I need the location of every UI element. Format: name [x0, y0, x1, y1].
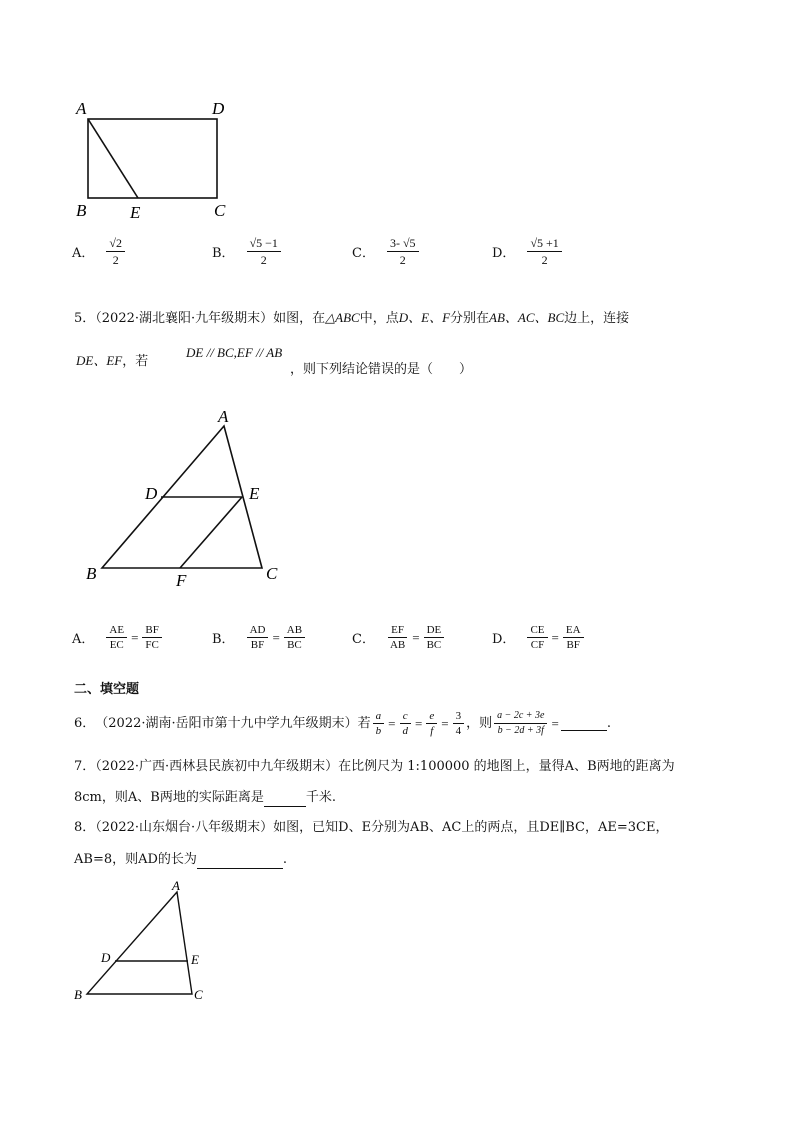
equals-sign: = [551, 629, 559, 645]
fraction-denominator: BC [426, 639, 442, 651]
fraction-numerator: a [373, 710, 385, 724]
fraction-denominator: BF [566, 639, 580, 651]
option-letter: B． [212, 632, 235, 647]
q5-text: 边上，连接 [564, 311, 630, 326]
label-f: F [176, 571, 187, 590]
fraction-denominator: b [375, 725, 382, 737]
fraction-denominator: CF [530, 639, 545, 651]
fraction-numerator: AD [247, 624, 269, 638]
fraction-numerator: AE [106, 624, 127, 638]
q5-text: 分别在 [450, 311, 490, 326]
fraction-numerator: EA [563, 624, 584, 638]
fraction-denominator: 2 [541, 253, 548, 267]
fraction-denominator: b − 2d + 3f [497, 725, 544, 736]
equals-sign: = [415, 715, 423, 731]
label-c: C [214, 201, 226, 220]
q5-segments: DE、EF [76, 353, 123, 368]
question-number: 7． [74, 759, 96, 774]
equals-sign: = [272, 629, 280, 645]
fraction-denominator: BF [250, 639, 265, 651]
question-source: （2022·湖南·岳阳市第十九中学九年级期末） [95, 715, 358, 731]
label-e: E [249, 484, 260, 503]
fraction-denominator: 2 [260, 253, 267, 267]
label-e: E [191, 952, 199, 967]
fraction-denominator: 4 [455, 725, 462, 737]
fraction-numerator: DE [424, 624, 445, 638]
label-c: C [194, 987, 203, 1002]
fraction-denominator: f [430, 725, 434, 737]
label-b: B [76, 201, 87, 220]
label-e: E [130, 203, 141, 222]
q8-text: AB=8，则AD的长为 [74, 852, 197, 867]
q5-triangle: △ABC [325, 310, 360, 325]
fraction-numerator: e [426, 710, 437, 724]
q5-text: 如图，在 [273, 311, 326, 326]
question-number: 6． [74, 715, 96, 731]
fraction-numerator: √5 +1 [527, 236, 561, 252]
fraction-denominator: AB [389, 639, 406, 651]
fraction-numerator: 3 [453, 710, 465, 724]
question-source: （2022·广西·西林县民族初中九年级期末） [95, 759, 339, 774]
option-letter: C． [352, 632, 375, 647]
fraction-numerator: √5 −1 [247, 236, 281, 252]
fraction-denominator: 2 [112, 253, 119, 267]
label-a: A [76, 99, 87, 118]
label-d: D [145, 484, 158, 503]
fraction-denominator: EC [109, 639, 124, 651]
fraction-denominator: FC [145, 639, 159, 651]
fraction-numerator: 3- √5 [387, 236, 419, 252]
label-b: B [74, 987, 82, 1002]
option-letter: D． [492, 246, 516, 261]
equals-sign: = [551, 715, 559, 731]
option-letter: A． [72, 632, 95, 647]
label-c: C [266, 564, 278, 583]
q8-end: . [282, 852, 288, 867]
option-letter: A． [72, 246, 95, 261]
option-letter: B． [212, 246, 235, 261]
q6-text: ，则 [466, 715, 493, 731]
q7-text: 在比例尺为 1:100000 的地图上，量得A、B两地的距离为 [338, 759, 675, 774]
triangle-abc [87, 892, 192, 994]
fraction-numerator: AB [284, 624, 305, 638]
fraction-numerator: c [400, 710, 411, 724]
label-b: B [86, 564, 97, 583]
fraction-numerator: √2 [106, 236, 125, 252]
q8-text: 如图，已知D、E分别为AB、AC上的两点，且DE∥BC，AE=3CE， [273, 820, 669, 835]
q7-text: 8cm，则A、B两地的实际距离是 [74, 790, 264, 805]
q5-text: ，若 [122, 354, 149, 369]
q5-condition: DE // BC,EF // AB [186, 345, 283, 360]
fraction-denominator: d [402, 725, 408, 737]
fraction-numerator: EF [388, 624, 407, 638]
q6-end: . [606, 715, 611, 731]
fraction-numerator: a − 2c + 3e [494, 710, 547, 724]
q5-text: 中，点 [359, 311, 399, 326]
label-a: A [218, 407, 229, 426]
fraction-denominator: 2 [399, 253, 406, 267]
equals-sign: = [388, 715, 396, 731]
option-letter: C． [352, 246, 375, 261]
q7-text: 千米. [305, 790, 336, 805]
label-d: D [101, 950, 111, 965]
q5-points: D、E、F [398, 310, 451, 325]
equals-sign: = [412, 629, 420, 645]
fraction-numerator: BF [142, 624, 161, 638]
option-letter: D． [492, 632, 516, 647]
equals-sign: = [131, 629, 139, 645]
label-d: D [212, 99, 225, 118]
question-source: （2022·山东烟台·八年级期末） [95, 820, 274, 835]
question-number: 5． [74, 311, 96, 326]
question-source: （2022·湖北襄阳·九年级期末） [95, 311, 274, 326]
section-heading: 二、填空题 [74, 682, 140, 697]
label-a: A [172, 878, 180, 893]
q5-stem-end: ，则下列结论错误的是（ ） [290, 362, 473, 377]
fraction-denominator: BC [287, 639, 302, 651]
q6-text: 若 [357, 715, 371, 731]
q5-sides: AB、AC、BC [489, 310, 565, 325]
equals-sign: = [441, 715, 449, 731]
question-number: 8． [74, 820, 96, 835]
fraction-numerator: CE [527, 624, 547, 638]
